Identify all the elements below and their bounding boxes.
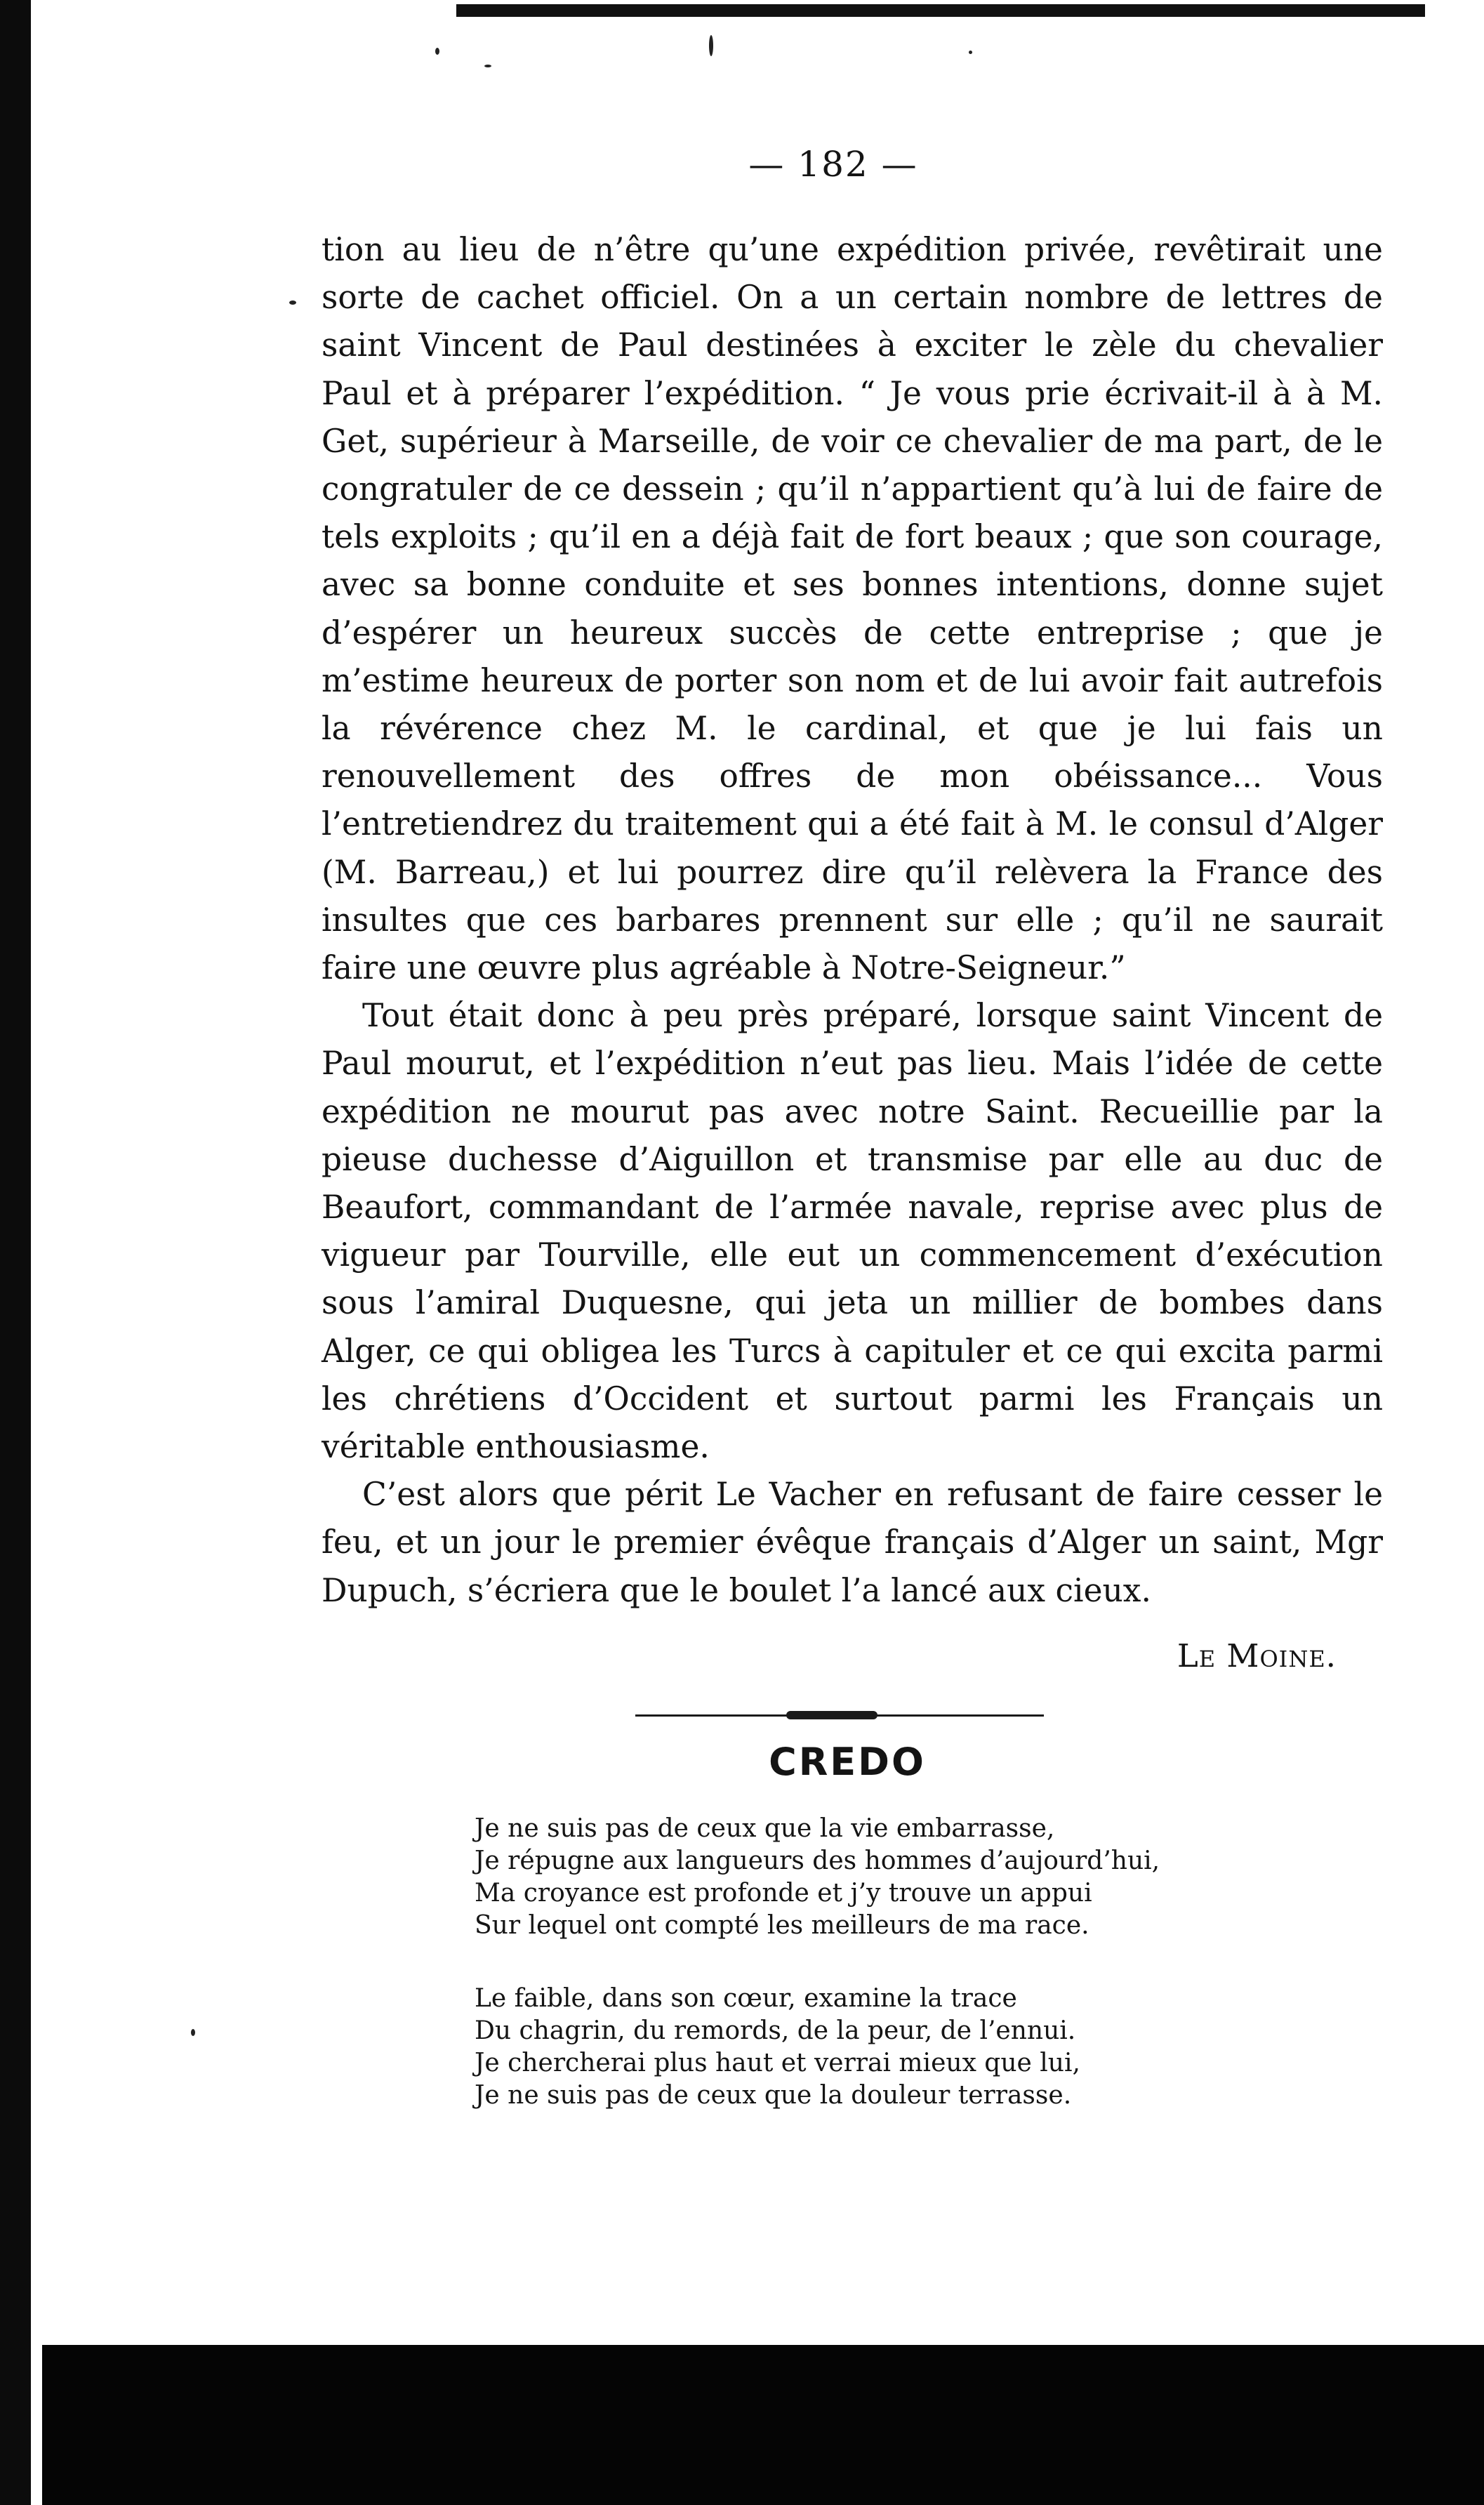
scan-speck [969, 51, 972, 54]
author-signature: Le Moine. [1177, 1637, 1337, 1674]
scan-speck [484, 65, 491, 67]
scan-edge-left [0, 0, 31, 2505]
paragraph: C’est alors que périt Le Vacher en refusant de faire cesser le feu, et un jour le premier évêque français d’Alger un saint, Mgr Dupuch, s’écriera que le boulet l’a lancé aux cieux. [322, 1476, 1383, 1609]
poem-line: Le faible, dans son cœur, examine la trace [475, 1984, 1017, 2013]
poem-stanza [475, 1813, 1387, 1942]
scan-speck [709, 35, 713, 56]
poem-line: Je répugne aux langueurs des hommes d’aujourd’hui, [475, 1846, 1160, 1875]
page-number: — 182 — [748, 144, 918, 185]
paragraph: tion au lieu de n’être qu’une expédition privée, revêtirait une sorte de cachet officiel. On a un certain nombre de lettres de saint Vincent de Paul destinées à exciter le zèle du chevalier Paul et à préparer l’expédition. “ Je vous prie écrivait-il à à M. Get, supérieur à Marseille, de voir ce chevalier de ma part, de le congratuler de ce dessein ; qu’il n’appartient qu’à lui de faire de tels exploits ; qu’il en a déjà fait de fort beaux ; que son courage, avec sa bonne conduite et ses bonnes intentions, donne sujet d’espérer un heureux succès de cette entreprise ; que je m’estime heureux de porter son nom et de lui avoir fait autrefois la révérence chez M. le cardinal, et que je lui fais un renouvellement des offres de mon obéissance... Vous l’entretiendrez du traitement qui a été fait à M. le consul d’Alger (M. Barreau,) et lui pourrez dire qu’il relèvera la France des insultes que ces barbares prennent sur elle ; qu’il ne saurait faire une œuvre plus agréable à Notre-Seigneur.” [322, 231, 1383, 987]
scan-edge-bottom [42, 2345, 1484, 2505]
poem-line: Du chagrin, du remords, de la peur, de l’ennui. [475, 2016, 1076, 2045]
paragraph: Tout était donc à peu près préparé, lorsque saint Vincent de Paul mourut, et l’expédition n’eut pas lieu. Mais l’idée de cette expédition ne mourut pas avec notre Saint. Recueillie par la pieuse duchesse d’Aiguillon et transmise par elle au duc de Beaufort, commandant de l’armée navale, reprise avec plus de vigueur par Tourville, elle eut un commencement d’exécution sous l’amiral Duquesne, qui jeta un millier de bombes dans Alger, ce qui obligea les Turcs à capituler et ce qui excita parmi les chrétiens d’Occident et surtout parmi les Français un véritable enthousiasme. [322, 997, 1383, 1466]
poem-title: CREDO [769, 1740, 926, 1784]
scan-speck [191, 2029, 195, 2036]
poem-stanza [475, 1983, 1387, 2112]
poem-line: Je ne suis pas de ceux que la douleur terrasse. [475, 2081, 1072, 2110]
poem-line: Je chercherai plus haut et verrai mieux que lui, [475, 2049, 1080, 2077]
poem-line: Je ne suis pas de ceux que la vie embarrasse, [475, 1814, 1055, 1843]
scan-speck [289, 300, 296, 305]
divider-ornament [786, 1711, 877, 1719]
scan-speck [435, 48, 439, 55]
poem-line: Ma croyance est profonde et j’y trouve un appui [475, 1879, 1092, 1908]
poem-line: Sur lequel ont compté les meilleurs de ma race. [475, 1911, 1089, 1940]
scan-edge-top [456, 4, 1425, 17]
article-body [322, 226, 1383, 1615]
